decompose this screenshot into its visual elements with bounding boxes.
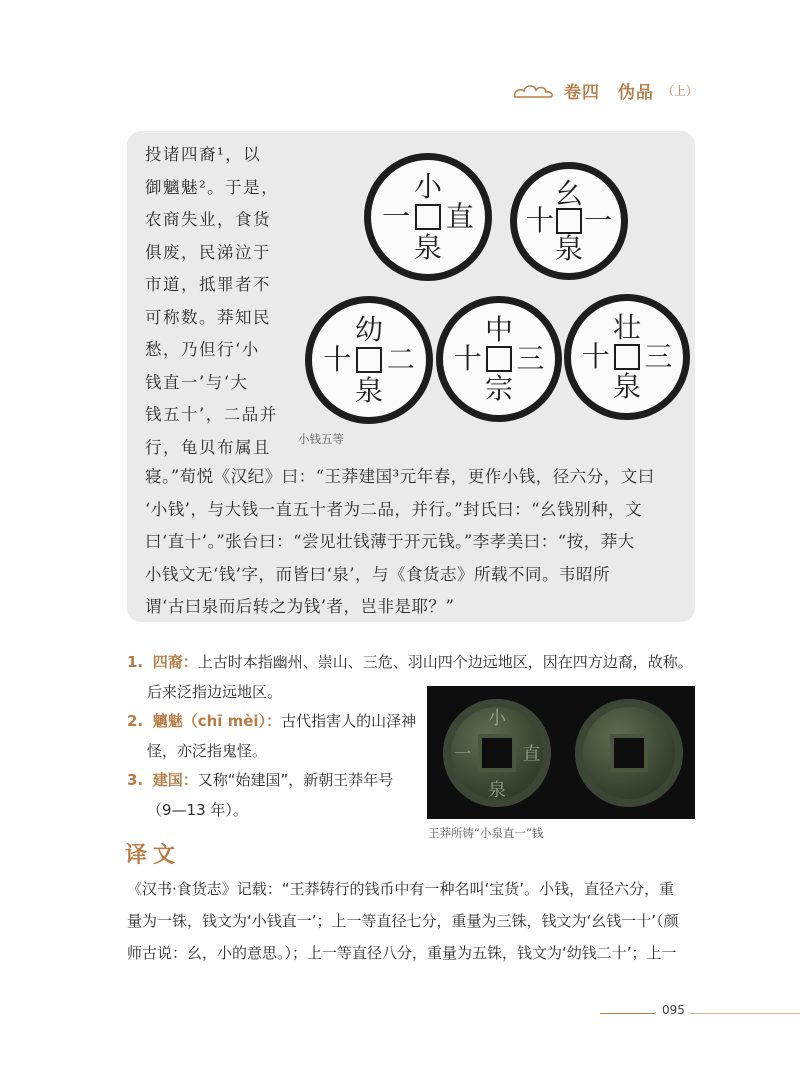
footnote-text: 上古时本指幽州、崇山、三危、羽山四个边远地区，因在四方边裔，故称。	[197, 653, 693, 671]
text-line: 曰‘直十’。”张台曰：“尝见壮钱薄于开元钱。”李孝美曰：“按，莽大	[145, 532, 635, 551]
chapter-title: 卷四 伪品	[563, 83, 654, 103]
coin-char-bottom: 泉	[354, 373, 384, 407]
page-number: 095	[662, 1003, 685, 1017]
coin-rubbing	[510, 162, 628, 280]
text-line: 量为一铢，钱文为‘小钱直一’；上一等直径七分，重量为三铢，钱文为‘幺钱一十’（颜	[127, 912, 679, 930]
coin-char-right: 三	[516, 342, 545, 375]
text-line: 俱废，民涕泣于	[145, 242, 271, 262]
bronze-coin-obverse	[443, 699, 551, 807]
coin-char-left: 十	[525, 204, 554, 237]
coin-char-top: 小	[413, 170, 443, 204]
coin-char-bottom: 宗	[484, 372, 514, 406]
bronze-coin-reverse	[575, 699, 683, 807]
coin-char-top: 中	[484, 312, 514, 346]
coin-hole	[486, 346, 512, 372]
footnote-continuation: 后来泛指边远地区。	[147, 682, 283, 701]
coins-caption: 小钱五等	[298, 432, 344, 446]
coin-char-top: 小	[488, 708, 506, 730]
footer-rule-left	[600, 1013, 655, 1014]
text-line: 行，龟贝布属且	[145, 437, 271, 457]
text-line: 寝。”荀悦《汉纪》曰：“王莽建国³元年春，更作小钱，径六分，文曰	[145, 467, 655, 486]
coin-char-bottom: 泉	[413, 230, 443, 264]
coin-char-bottom: 泉	[554, 232, 584, 266]
text-line: 可称数。莽知民	[145, 307, 271, 327]
coin-char-right: 直	[445, 200, 474, 233]
coin-hole	[614, 344, 640, 370]
coin-char-left: 一	[382, 200, 411, 233]
coin-hole	[482, 738, 512, 768]
panel-wide-text	[145, 461, 685, 624]
coin-char-left: 十	[453, 342, 482, 375]
coin-char-right: 三	[644, 340, 673, 373]
footnote-number: 1.	[127, 653, 144, 671]
text-line: 师古说：幺，小的意思。）；上一等直径八分，重量为五铢，钱文为‘幼钱二十’；上一	[127, 944, 677, 962]
text-line: 投诸四裔¹，以	[145, 145, 262, 164]
text-line: 《汉书·食货志》记载：“王莽铸行的钱币中有一种名叫‘宝货’。小钱，直径六分，重	[127, 880, 675, 898]
text-line: 小钱文无‘钱’字，而皆曰‘泉’，与《食货志》所载不同。韦昭所	[145, 564, 610, 584]
coin-char-left: 十	[581, 340, 610, 373]
coin-rubbing	[305, 296, 433, 424]
section-title: 译文	[125, 843, 182, 868]
coin-hole	[614, 738, 644, 768]
text-line: 农商失业，食货	[145, 210, 271, 229]
coin-char-left: 十	[323, 343, 352, 376]
text-line: 愁，乃但行‘小	[145, 340, 260, 359]
coin-char-right: 二	[386, 343, 415, 376]
coin-char-bottom: 泉	[612, 370, 642, 404]
coin-hole	[356, 347, 382, 373]
text-line: 钱直一’与‘大	[145, 372, 249, 392]
text-line: 御魑魅²。于是，	[145, 177, 280, 197]
footnote-continuation: 怪，亦泛指鬼怪。	[147, 741, 268, 760]
coin-rubbing	[436, 296, 562, 422]
coin-char-right: 一	[584, 204, 613, 237]
coin-char-top: 幺	[554, 176, 584, 210]
coin-char-right: 直	[522, 744, 541, 765]
coin-rubbing	[564, 294, 690, 420]
text-line: 谓‘古曰泉而后转之为钱’者，岂非是耶？”	[145, 597, 455, 616]
coin-char-top: 幼	[354, 313, 384, 347]
footnote-continuation: （9—13 年）。	[147, 800, 248, 819]
photo-caption: 王莽所铸“小泉直一”钱	[428, 826, 544, 840]
text-line: ‘小钱’，与大钱一直五十者为二品，并行。”封氏曰：“幺钱别种，文	[145, 499, 643, 519]
coin-photo	[427, 686, 695, 819]
coin-hole	[556, 208, 582, 234]
chapter-subtitle: （上）	[661, 84, 698, 98]
footnote-text: 古代指害人的山泽神	[281, 712, 417, 730]
footnote-term: 四裔：	[152, 653, 198, 671]
running-header	[512, 78, 698, 103]
footnote-term: 魑魅（chī mèi）：	[152, 712, 282, 730]
footnote	[127, 648, 707, 678]
coin-char-bottom: 泉	[488, 779, 506, 801]
coin-char-top: 壮	[612, 310, 642, 344]
footer-rule-right	[690, 1013, 800, 1014]
text-line: 钱五十’，二品并	[145, 405, 278, 424]
coin-rubbing	[364, 153, 492, 281]
footnote-term: 建国：	[152, 771, 198, 789]
panel-column-text	[145, 139, 291, 464]
footnote-text: 又称“始建国”，新朝王莽年号	[197, 771, 394, 789]
footnote-number: 3.	[127, 771, 144, 789]
coin-hole	[415, 204, 441, 230]
footnote-number: 2.	[127, 712, 144, 730]
translation-text	[127, 873, 697, 969]
text-line: 市道，抵罪者不	[145, 275, 271, 294]
coin-char-left: 一	[453, 744, 472, 765]
cloud-ornament-icon	[512, 81, 556, 101]
